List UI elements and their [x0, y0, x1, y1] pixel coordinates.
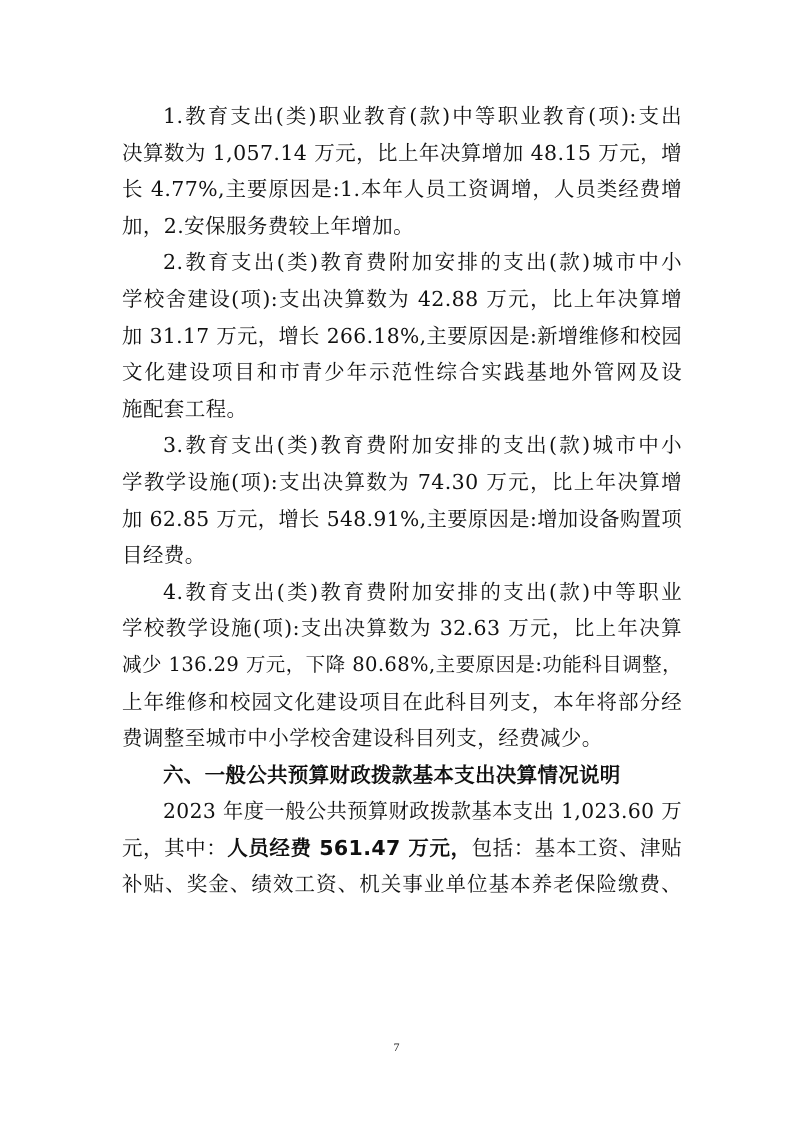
- final-paragraph-line-2: [122, 830, 682, 867]
- paragraph-3-line-1: 3.教育支出(类)教育费附加安排的支出(款)城市中小: [163, 433, 682, 458]
- paragraph-2-line-4: 文化建设项目和市青少年示范性综合实践基地外管网及设: [122, 360, 682, 385]
- section-heading: 六、一般公共预算财政拨款基本支出决算情况说明: [163, 762, 621, 787]
- paragraph-4-line-1: 4.教育支出(类)教育费附加安排的支出(款)中等职业: [163, 579, 682, 604]
- paragraph-1-line-3: 长 4.77%,主要原因是:1.本年人员工资调增，人员类经费增: [122, 177, 682, 202]
- paragraph-1-line-1: 1.教育支出(类)职业教育(款)中等职业教育(项):支出: [163, 104, 682, 128]
- paragraph-1-line-4: 加，2.安保服务费较上年增加。: [122, 213, 415, 238]
- personnel-expense-emphasis: 人员经费 561.47 万元，: [227, 835, 472, 860]
- paragraph-4-line-2: 学校教学设施(项):支出决算数为 32.63 万元，比上年决算: [122, 616, 682, 641]
- paragraph-2-line-5: 施配套工程。: [122, 396, 248, 421]
- final-paragraph-line-1: 2023 年度一般公共预算财政拨款基本支出 1,023.60 万: [163, 799, 682, 824]
- paragraph-2-line-1: 2.教育支出(类)教育费附加安排的支出(款)城市中小: [163, 250, 682, 275]
- paragraph-3-line-4: 目经费。: [122, 543, 206, 568]
- document-body: [122, 98, 682, 903]
- paragraph-4-line-3: 减少 136.29 万元，下降 80.68%,主要原因是:功能科目调整，: [122, 652, 682, 676]
- final-paragraph-prefix: 元，其中：: [122, 835, 228, 860]
- paragraph-2-line-2: 学校舍建设(项):支出决算数为 42.88 万元，比上年决算增: [122, 286, 682, 311]
- final-paragraph-suffix: 包括：基本工资、津贴: [471, 835, 683, 860]
- paragraph-2-line-3: 加 31.17 万元，增长 266.18%,主要原因是:新增维修和校园: [122, 323, 682, 348]
- final-paragraph-line-3: 补贴、奖金、绩效工资、机关事业单位基本养老保险缴费、: [122, 872, 682, 897]
- paragraph-3-line-2: 学教学设施(项):支出决算数为 74.30 万元，比上年决算增: [122, 469, 682, 494]
- paragraph-3-line-3: 加 62.85 万元，增长 548.91%,主要原因是:增加设备购置项: [122, 506, 682, 531]
- paragraph-4-line-5: 费调整至城市中小学校舍建设科目列支，经费减少。: [122, 726, 603, 751]
- paragraph-1-line-2: 决算数为 1,057.14 万元，比上年决算增加 48.15 万元，增: [122, 140, 682, 165]
- page-number: 7: [393, 1040, 400, 1054]
- paragraph-4-line-4: 上年维修和校园文化建设项目在此科目列支，本年将部分经: [122, 689, 682, 714]
